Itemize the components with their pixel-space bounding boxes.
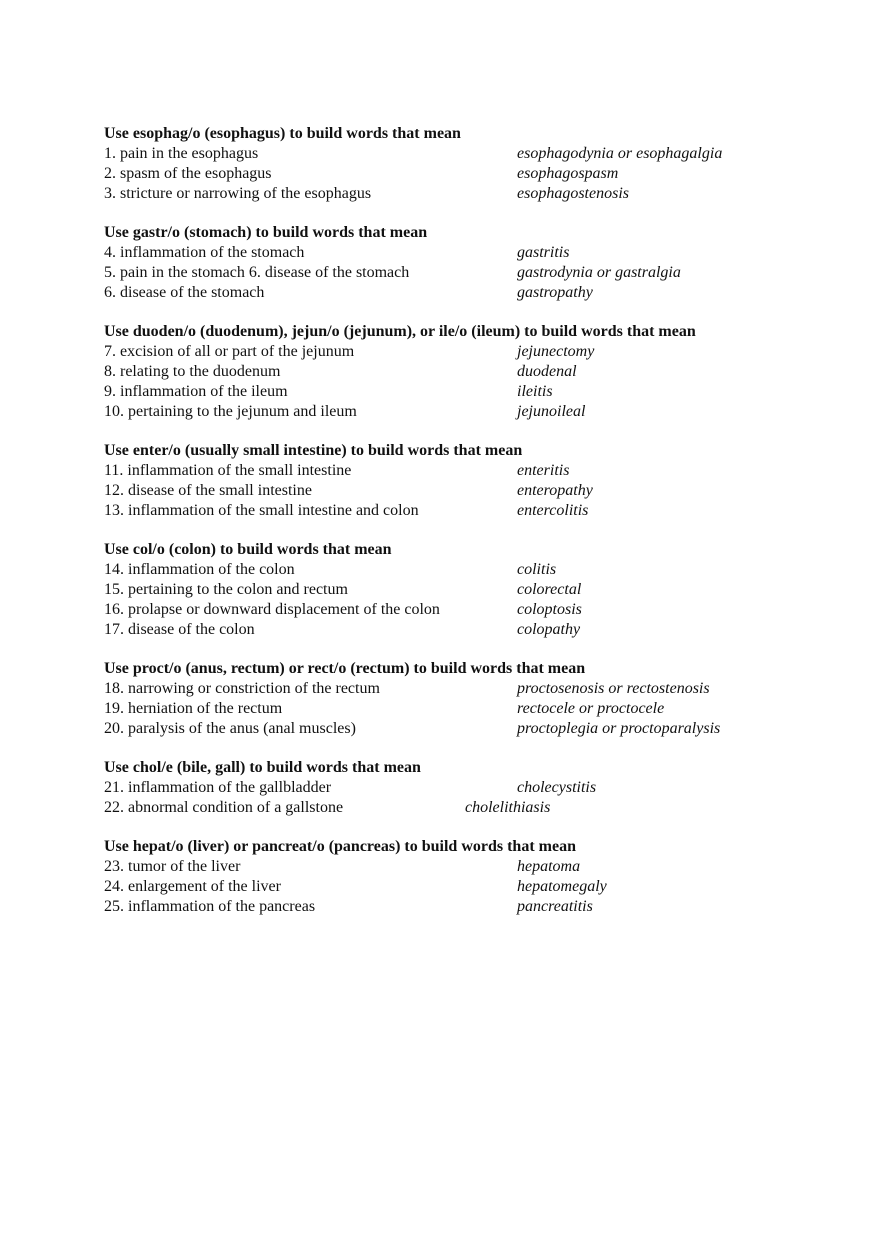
list-item [104,778,804,798]
item-question: 14. inflammation of the colon [104,561,295,578]
item-question: 17. disease of the colon [104,621,255,638]
item-answer: gastropathy [517,284,593,301]
item-answer: hepatoma [517,858,581,875]
list-item [104,897,804,917]
list-item [104,382,804,402]
item-answer: hepatomegaly [517,878,607,895]
section-esophagus [104,124,804,204]
section-stomach [104,223,804,303]
section-liver-pancreas [104,837,804,917]
item-question: 4. inflammation of the stomach [104,244,305,261]
worksheet [104,124,804,936]
item-answer: jejunoileal [517,403,586,420]
list-item [104,184,804,204]
item-question: 15. pertaining to the colon and rectum [104,581,348,598]
item-answer: ileitis [517,383,553,400]
item-question: 1. pain in the esophagus [104,145,259,162]
list-item [104,263,804,283]
item-answer: jejunectomy [517,343,595,360]
list-item [104,798,804,818]
item-answer: colorectal [517,581,582,598]
item-question: 23. tumor of the liver [104,858,241,875]
list-item [104,580,804,600]
item-answer: proctosenosis or rectostenosis [517,680,710,697]
item-question: 6. disease of the stomach [104,284,265,301]
item-answer: gastrodynia or gastralgia [517,264,681,281]
item-question: 18. narrowing or constriction of the rectum [104,680,380,697]
item-answer: cholecystitis [517,779,597,796]
section-heading: Use hepat/o (liver) or pancreat/o (pancreas) to build words that mean [104,838,576,855]
item-answer: rectocele or proctocele [517,700,665,717]
section-small-intestine [104,441,804,521]
list-item [104,501,804,521]
item-question: 11. inflammation of the small intestine [104,462,352,479]
section-rectum [104,659,804,739]
section-heading: Use enter/o (usually small intestine) to build words that mean [104,442,523,459]
item-question: 5. pain in the stomach 6. disease of the stomach [104,264,410,281]
item-question: 21. inflammation of the gallbladder [104,779,332,796]
list-item [104,342,804,362]
section-colon [104,540,804,640]
item-question: 8. relating to the duodenum [104,363,281,380]
list-item [104,620,804,640]
section-heading: Use chol/e (bile, gall) to build words that mean [104,759,421,776]
item-question: 2. spasm of the esophagus [104,165,272,182]
list-item [104,877,804,897]
item-question: 16. prolapse or downward displacement of the colon [104,601,440,618]
section-heading: Use gastr/o (stomach) to build words that mean [104,224,428,241]
list-item [104,402,804,422]
item-question: 7. excision of all or part of the jejunum [104,343,355,360]
item-answer: pancreatitis [517,898,593,915]
item-answer: colitis [517,561,557,578]
item-answer: cholelithiasis [465,799,551,816]
item-answer: colopathy [517,621,581,638]
section-small-intestine-parts [104,322,804,422]
section-bile [104,758,804,818]
item-answer: coloptosis [517,601,582,618]
item-question: 9. inflammation of the ileum [104,383,288,400]
list-item [104,362,804,382]
list-item [104,600,804,620]
list-item [104,560,804,580]
item-answer: enteropathy [517,482,593,499]
item-question: 19. herniation of the rectum [104,700,283,717]
item-answer: esophagostenosis [517,185,629,202]
section-heading: Use col/o (colon) to build words that mean [104,541,392,558]
list-item [104,679,804,699]
item-question: 20. paralysis of the anus (anal muscles) [104,720,356,737]
list-item [104,283,804,303]
section-heading: Use duoden/o (duodenum), jejun/o (jejunum), or ile/o (ileum) to build words that mean [104,323,696,340]
list-item [104,857,804,877]
item-question: 13. inflammation of the small intestine and colon [104,502,419,519]
list-item [104,719,804,739]
item-answer: proctoplegia or proctoparalysis [517,720,721,737]
section-heading: Use esophag/o (esophagus) to build words that mean [104,125,461,142]
list-item [104,144,804,164]
item-question: 10. pertaining to the jejunum and ileum [104,403,357,420]
list-item [104,461,804,481]
item-question: 3. stricture or narrowing of the esophagus [104,185,372,202]
section-heading: Use proct/o (anus, rectum) or rect/o (rectum) to build words that mean [104,660,586,677]
list-item [104,481,804,501]
item-answer: esophagodynia or esophagalgia [517,145,723,162]
list-item [104,699,804,719]
item-question: 12. disease of the small intestine [104,482,312,499]
item-question: 25. inflammation of the pancreas [104,898,316,915]
item-question: 22. abnormal condition of a gallstone [104,799,344,816]
item-answer: gastritis [517,244,570,261]
list-item [104,243,804,263]
item-answer: duodenal [517,363,577,380]
item-question: 24. enlargement of the liver [104,878,281,895]
item-answer: entercolitis [517,502,589,519]
list-item [104,164,804,184]
item-answer: enteritis [517,462,570,479]
item-answer: esophagospasm [517,165,619,182]
